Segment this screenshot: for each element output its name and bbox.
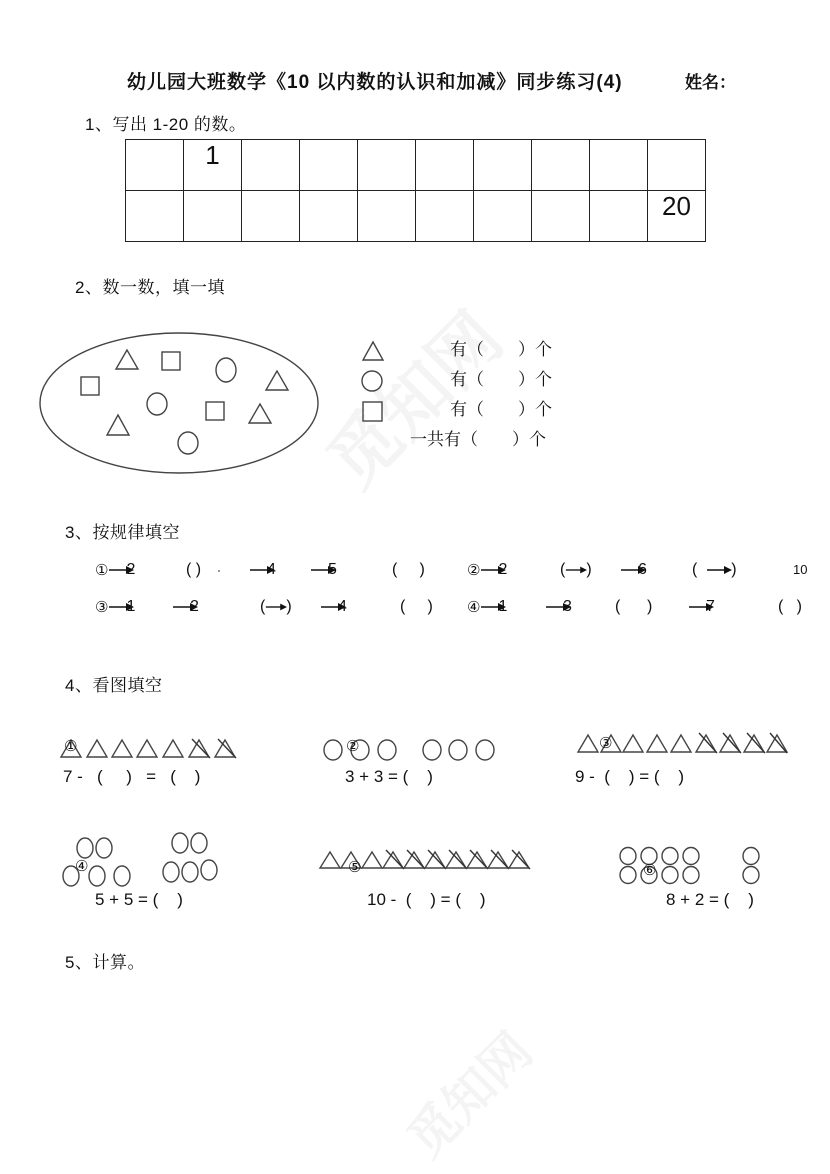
pattern-item bbox=[320, 597, 347, 617]
pattern-item bbox=[545, 597, 572, 617]
pattern-blank: ( ) bbox=[400, 598, 433, 615]
counting-oval bbox=[40, 333, 318, 473]
group-label: ② bbox=[346, 737, 360, 755]
circle-shape bbox=[449, 740, 467, 760]
triangle-shape bbox=[112, 740, 132, 757]
square-shape bbox=[162, 352, 180, 370]
pattern-blank: ( ) bbox=[392, 561, 425, 578]
close-paren: ) bbox=[731, 561, 737, 578]
triangle-shape bbox=[623, 735, 643, 752]
circle-shape bbox=[178, 432, 198, 454]
pattern-item bbox=[172, 597, 199, 617]
sequence-number: 10 bbox=[793, 562, 808, 577]
circle-shape bbox=[216, 358, 236, 382]
sequence-number: 2 bbox=[126, 561, 136, 578]
pattern-item bbox=[95, 597, 135, 617]
triangle-shape bbox=[137, 740, 157, 757]
question-5-heading: 5、计算。 bbox=[65, 953, 145, 972]
circle-shape bbox=[662, 848, 678, 865]
circle-shape bbox=[114, 866, 130, 886]
circle-shape bbox=[96, 838, 112, 858]
open-paren: ( bbox=[692, 561, 707, 578]
pattern-item bbox=[310, 560, 337, 580]
picture-group-1 bbox=[61, 739, 236, 758]
triangle-shape bbox=[163, 740, 183, 757]
question-2-heading: 2、数一数，填一填 bbox=[75, 278, 225, 297]
sequence-number: 5 bbox=[328, 561, 337, 578]
group-label: ① bbox=[64, 737, 78, 755]
sequence-number: 3 bbox=[563, 598, 572, 615]
circle-shape bbox=[662, 867, 678, 884]
triangle-shape bbox=[266, 371, 288, 390]
circle-shape bbox=[423, 740, 441, 760]
triangle-shape bbox=[107, 415, 129, 435]
pattern-item bbox=[467, 597, 507, 617]
sequence-number: 4 bbox=[338, 598, 347, 615]
pattern-item bbox=[249, 560, 276, 580]
group-label: ⑤ bbox=[348, 858, 362, 876]
circle-shape bbox=[683, 848, 699, 865]
sequence-number: 2 bbox=[190, 598, 199, 615]
pattern-blank bbox=[692, 560, 737, 580]
triangle-icon bbox=[363, 342, 383, 360]
equation: 10 - ( ) = ( ) bbox=[367, 890, 486, 909]
arrow-icon bbox=[706, 564, 732, 576]
close-paren: ) bbox=[586, 561, 592, 578]
close-paren: ) bbox=[286, 598, 292, 615]
open-paren: ( bbox=[260, 598, 266, 615]
counting-oval-group bbox=[40, 333, 318, 473]
equation: 3 + 3 = ( ) bbox=[345, 767, 433, 786]
legend-icons bbox=[362, 342, 383, 421]
circle-icon bbox=[362, 371, 382, 391]
worksheet-title: 幼儿园大班数学《10 以内数的认识和加减》同步练习(4) bbox=[127, 72, 623, 93]
sequence-number: 7 bbox=[706, 598, 715, 615]
open-paren: ( bbox=[560, 561, 566, 578]
equation: 9 - ( ) = ( ) bbox=[575, 767, 685, 786]
circle-shape bbox=[620, 867, 636, 884]
triangle-shape bbox=[320, 852, 340, 868]
pattern-blank: ( ) bbox=[778, 598, 802, 615]
sequence-label: ③ bbox=[95, 598, 109, 616]
sequence-number: 1 bbox=[126, 598, 136, 615]
stray-mark bbox=[218, 570, 220, 572]
arrow-icon bbox=[265, 601, 287, 613]
group-label: ⑥ bbox=[643, 861, 657, 879]
sequence-number: 1 bbox=[498, 598, 508, 615]
square-icon bbox=[363, 402, 382, 421]
pattern-item bbox=[95, 560, 135, 580]
pattern-blank bbox=[560, 560, 592, 580]
triangle-shape bbox=[249, 404, 271, 423]
equation: 8 + 2 = ( ) bbox=[666, 890, 754, 909]
question-3-heading: 3、按规律填空 bbox=[65, 523, 180, 542]
pattern-blank: ( ) bbox=[615, 598, 653, 615]
pattern-blank bbox=[260, 597, 292, 617]
circle-shape bbox=[147, 393, 167, 415]
arrow-icon bbox=[565, 564, 587, 576]
triangle-shape bbox=[578, 735, 598, 752]
picture-group-6 bbox=[620, 848, 759, 884]
circle-shape bbox=[182, 862, 198, 882]
triangle-shape bbox=[647, 735, 667, 752]
circle-shape bbox=[476, 740, 494, 760]
grid-cell: 20 bbox=[648, 191, 706, 242]
square-shape bbox=[206, 402, 224, 420]
circle-shape bbox=[77, 838, 93, 858]
circle-shape bbox=[172, 833, 188, 853]
triangle-shape bbox=[362, 852, 382, 868]
circle-shape bbox=[324, 740, 342, 760]
circle-shape bbox=[683, 867, 699, 884]
equation: 5 + 5 = ( ) bbox=[95, 890, 183, 909]
square-count-blank: 有（ ）个 bbox=[450, 400, 552, 419]
pattern-blank: ( ) bbox=[186, 561, 202, 578]
sequence-label: ① bbox=[95, 561, 109, 579]
equation: 7 - ( ) = ( ) bbox=[63, 767, 201, 786]
circle-shape bbox=[89, 866, 105, 886]
triangle-shape bbox=[87, 740, 107, 757]
circle-shape bbox=[191, 833, 207, 853]
sequence-number: 2 bbox=[498, 561, 508, 578]
pattern-item bbox=[688, 597, 715, 617]
circle-count-blank: 有（ ）个 bbox=[450, 370, 552, 389]
circle-shape bbox=[743, 867, 759, 884]
pattern-item bbox=[620, 560, 647, 580]
sequence-label: ② bbox=[467, 561, 481, 579]
triangle-shape bbox=[671, 735, 691, 752]
group-label: ③ bbox=[599, 734, 613, 752]
circle-shape bbox=[163, 862, 179, 882]
circle-shape bbox=[201, 860, 217, 880]
pattern-item bbox=[467, 560, 507, 580]
circle-shape bbox=[378, 740, 396, 760]
circle-shape bbox=[743, 848, 759, 865]
circle-shape bbox=[620, 848, 636, 865]
sequence-label: ④ bbox=[467, 598, 481, 616]
triangle-count-blank: 有（ ）个 bbox=[450, 340, 552, 359]
grid-cell: 1 bbox=[184, 140, 242, 191]
group-label: ④ bbox=[75, 857, 89, 875]
question-4-heading: 4、看图填空 bbox=[65, 676, 163, 695]
total-count-blank: 一共有（ ）个 bbox=[410, 430, 546, 449]
sequence-number: 6 bbox=[638, 561, 647, 578]
square-shape bbox=[81, 377, 99, 395]
triangle-shape bbox=[116, 350, 138, 369]
question-1-heading: 1、写出 1-20 的数。 bbox=[85, 115, 247, 134]
sequence-number: 4 bbox=[267, 561, 276, 578]
name-label: 姓名： bbox=[685, 73, 736, 92]
